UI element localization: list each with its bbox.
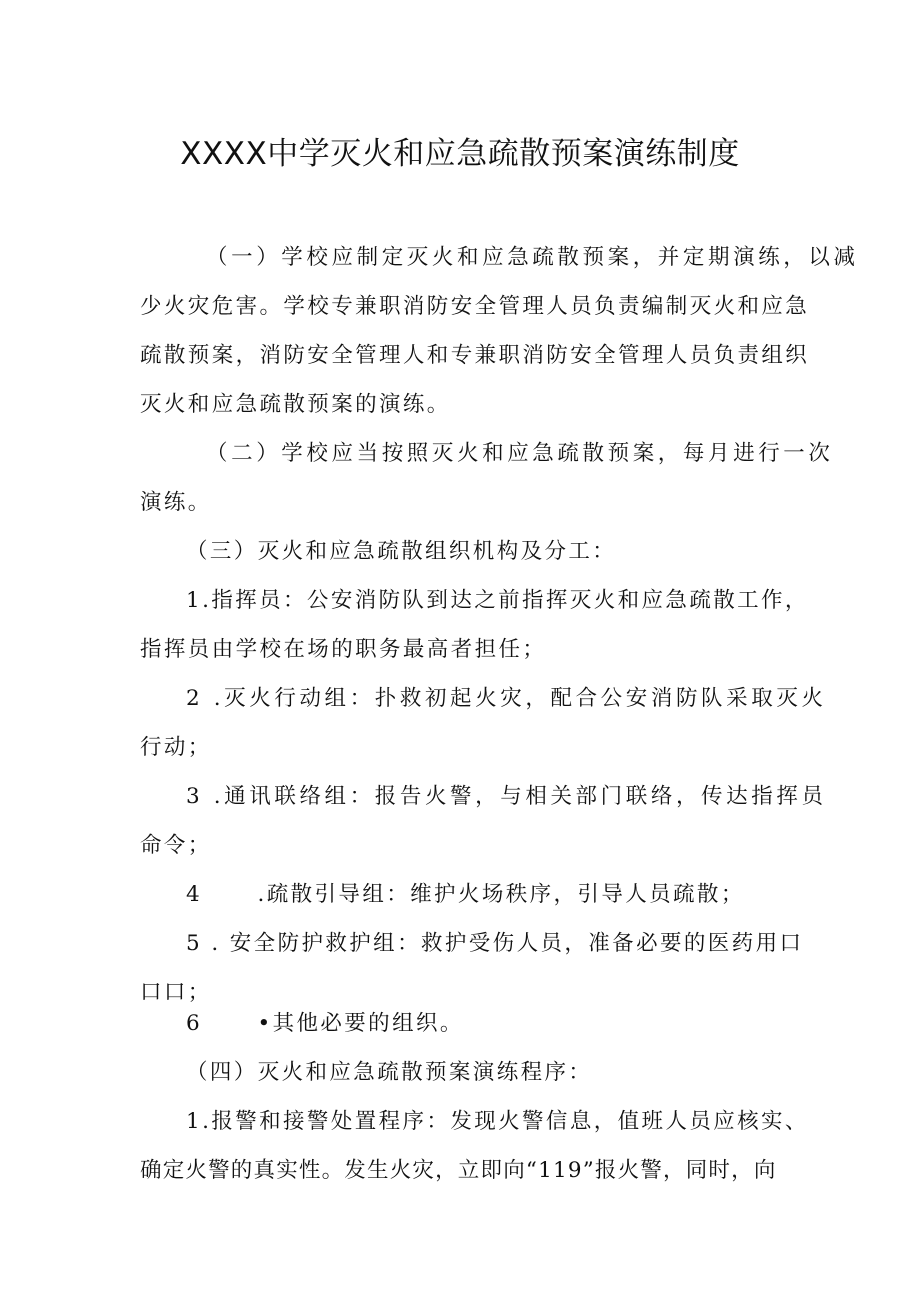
paragraph-line: 6 •其他必要的组织。	[186, 1011, 464, 1036]
section-heading: （三）灭火和应急疏散组织机构及分工：	[186, 539, 617, 564]
paragraph-line: （一）学校应制定灭火和应急疏散预案，并定期演练，以减	[206, 245, 859, 270]
section-heading: （四）灭火和应急疏散预案演练程序：	[186, 1060, 593, 1085]
paragraph-line: 3 .通讯联络组：报告火警，与相关部门联络，传达指挥员	[186, 784, 827, 809]
paragraph-line: 演练。	[140, 490, 212, 515]
paragraph-line: 1.报警和接警处置程序：发现火警信息，值班人员应核实、	[186, 1109, 809, 1134]
paragraph-line: 5 . 安全防护救护组：救护受伤人员，准备必要的医药用口	[186, 931, 804, 956]
paragraph-line: 2 .灭火行动组：扑救初起火灾，配合公安消防队采取灭火	[186, 686, 827, 711]
paragraph-line: （二）学校应当按照灭火和应急疏散预案，每月进行一次	[206, 441, 834, 466]
paragraph-line: 命令；	[140, 833, 212, 858]
paragraph-line: 口口；	[140, 980, 212, 1005]
paragraph-line: 灭火和应急疏散预案的演练。	[140, 392, 451, 417]
document-title: XXXX中学灭火和应急疏散预案演练制度	[180, 136, 740, 172]
paragraph-line: 指挥员由学校在场的职务最高者担任；	[140, 637, 547, 662]
paragraph-line: 少火灾危害。学校专兼职消防安全管理人员负责编制灭火和应急	[140, 294, 810, 319]
paragraph-line: 行动；	[140, 735, 212, 760]
paragraph-line: 疏散预案，消防安全管理人和专兼职消防安全管理人员负责组织	[140, 343, 810, 368]
paragraph-line: 1.指挥员：公安消防队到达之前指挥灭火和应急疏散工作，	[186, 588, 809, 613]
paragraph-line: 确定火警的真实性。发生火灾，立即向“119”报火警，同时，向	[140, 1158, 777, 1183]
paragraph-line: 4 .疏散引导组：维护火场秩序，引导人员疏散；	[186, 882, 745, 907]
